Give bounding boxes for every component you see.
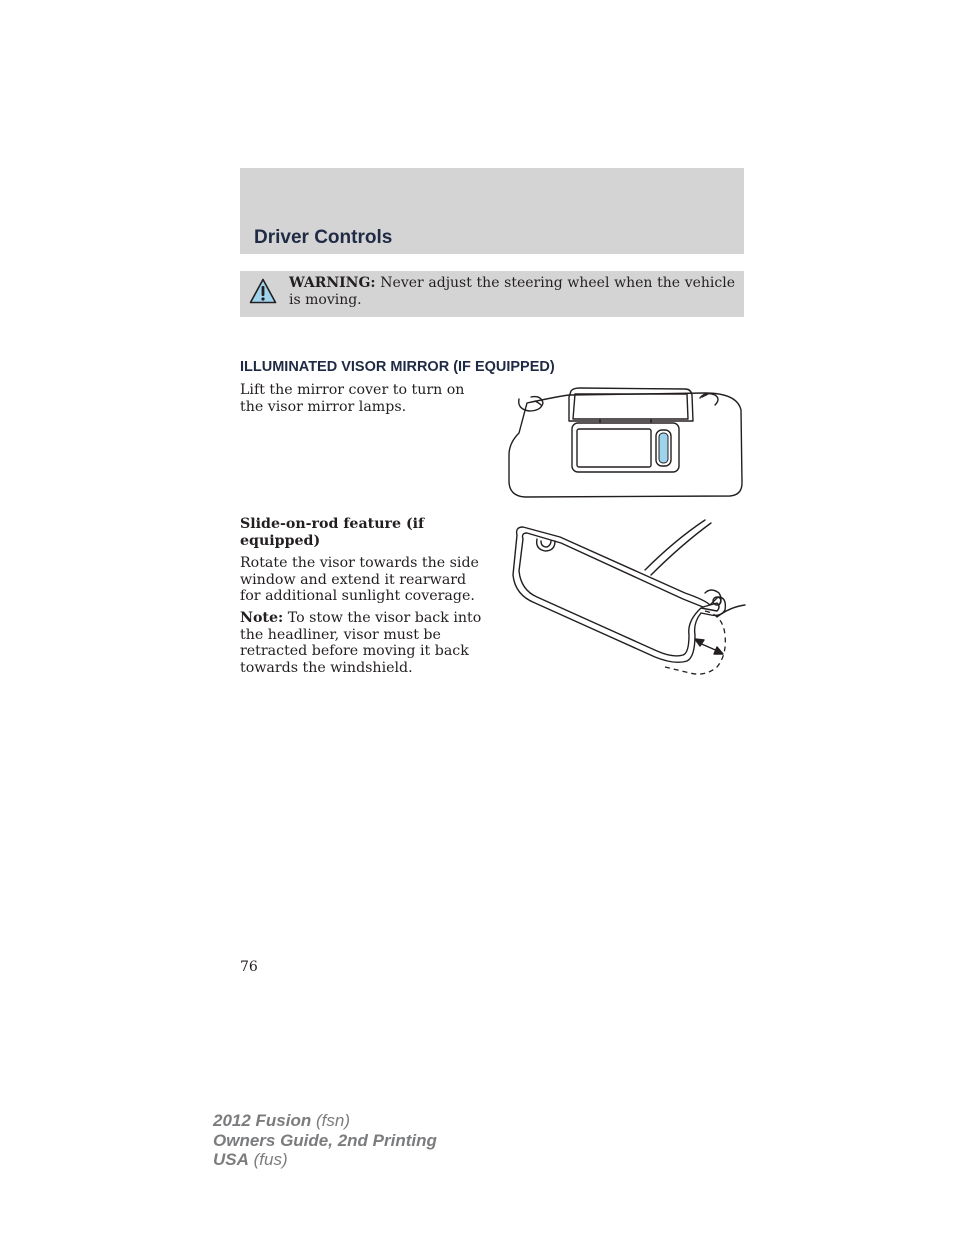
note-label: Note: (240, 610, 284, 626)
visor-slide-on-rod-illustration (505, 515, 747, 680)
footer-edition: Owners Guide, 2nd Printing (213, 1130, 437, 1150)
warning-message: Never adjust the steering wheel when the vehicle is moving. (289, 275, 735, 308)
footer-market: USA (213, 1150, 249, 1169)
intro-paragraph: Lift the mirror cover to turn on the visor mirror lamps. (240, 382, 465, 415)
page-number: 76 (240, 959, 258, 975)
footer (213, 1111, 437, 1170)
footer-model-code: (fsn) (316, 1111, 350, 1130)
page-title: Driver Controls (254, 227, 393, 248)
note-paragraph (240, 610, 486, 676)
footer-line-2 (213, 1131, 437, 1151)
section-heading: ILLUMINATED VISOR MIRROR (IF EQUIPPED) (240, 359, 555, 375)
footer-market-code: (fus) (253, 1150, 288, 1169)
slide-on-rod-heading: Slide-on-rod feature (if equipped) (240, 516, 425, 549)
warning-box (240, 271, 744, 317)
footer-model: 2012 Fusion (213, 1111, 312, 1130)
header-band (240, 168, 744, 254)
slide-on-rod-paragraph: Rotate the visor towards the side window and extend it rearward for additional sunlight coverage. (240, 555, 479, 604)
note-text: To stow the visor back into the headliner, visor must be retracted before moving it back towards the windshield. (240, 610, 482, 676)
warning-label: WARNING: (289, 275, 376, 291)
warning-text (289, 275, 735, 308)
visor-mirror-illustration (505, 385, 745, 500)
warning-triangle-icon (249, 278, 277, 304)
footer-line-1 (213, 1111, 437, 1131)
footer-line-3 (213, 1150, 437, 1170)
